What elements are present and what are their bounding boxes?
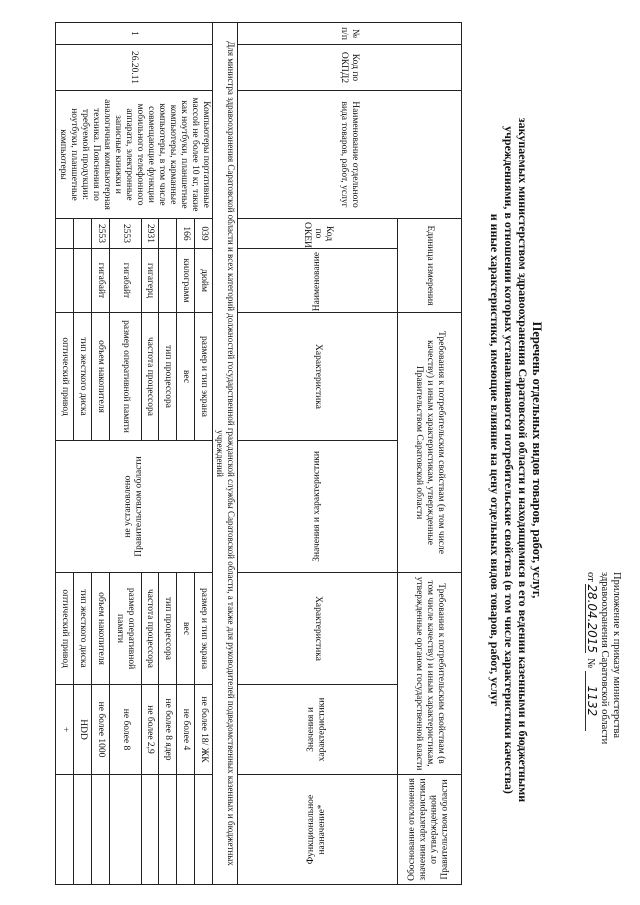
cell-okei: 2931 xyxy=(141,219,159,249)
cell-min-char: размер и тип экрана xyxy=(195,573,213,685)
appendix-date-line xyxy=(584,572,598,872)
number-value: 1132 xyxy=(585,671,598,731)
header-just-text: Обоснование отклонения значения характеристики от утвержденной Правительством области xyxy=(407,778,451,881)
header-num: № п/п xyxy=(238,23,462,45)
cell-func xyxy=(141,775,159,885)
cell-okei: 039 xyxy=(195,219,213,249)
cell-unit: дюйм xyxy=(195,249,213,313)
cell-min-value: не более 8 xyxy=(109,685,141,775)
cell-okei: 2553 xyxy=(109,219,141,249)
cell-okei xyxy=(159,219,177,249)
row-okpd: 26.20.11 xyxy=(56,45,213,91)
cell-min-value: + xyxy=(56,685,74,775)
cell-min-char: вес xyxy=(177,573,195,685)
cell-unit: гигабайт xyxy=(91,249,109,313)
header-gov-char: Характеристика xyxy=(238,313,398,441)
cell-min-char: тип жесткого диска xyxy=(73,573,91,685)
cell-gov-char: вес xyxy=(177,313,195,441)
number-prefix: № xyxy=(585,658,596,669)
cell-gov-char: размер и тип экрана xyxy=(195,313,213,441)
cell-unit: гигагерц xyxy=(141,249,159,313)
cell-func xyxy=(159,775,177,885)
requirements-table xyxy=(55,22,462,885)
cell-min-char: тип процессора xyxy=(159,573,177,685)
header-func xyxy=(238,775,398,885)
appendix-line-2: здравоохранения Саратовской области xyxy=(599,572,610,745)
header-min-char: Характеристика xyxy=(238,573,398,685)
gov-value-text: не установлено Правительством области xyxy=(123,456,144,557)
cell-okei: 2553 xyxy=(91,219,109,249)
cell-okei xyxy=(56,219,74,249)
cell-func xyxy=(109,775,141,885)
table-row xyxy=(195,23,213,885)
cell-min-char: оптический привод xyxy=(56,573,74,685)
heading-line-1: Перечень отдельных видов товаров, работ, услуг, xyxy=(530,321,544,599)
cell-min-value: не более 18/ ЖК xyxy=(195,685,213,775)
cell-min-char: объем накопителя xyxy=(91,573,109,685)
header-okei: Код по ОКЕИ xyxy=(238,219,398,249)
cell-min-value: не более 1000 xyxy=(91,685,109,775)
cell-func xyxy=(56,775,74,885)
cell-min-value: не более 4 xyxy=(177,685,195,775)
header-gov: Требования к потребительским свойствам (в том числе качеству) и иным характеристикам, утвержденные Правительством Саратовской области xyxy=(398,313,462,573)
document-heading xyxy=(488,70,544,850)
cell-func xyxy=(177,775,195,885)
cell-gov-char: тип жесткого диска xyxy=(73,313,91,441)
heading-line-2: закупаемых министерством здравоохранения Саратовской области и находящимися в его ведении казенными и бюджетными xyxy=(516,117,530,803)
cell-min-char: частота процессора xyxy=(141,573,159,685)
header-okpd: Код по ОКПД2 xyxy=(238,45,462,91)
cell-unit xyxy=(73,249,91,313)
section-note: Для министра здравоохранения Саратовской области и всех категорий должностей государственной гражданской службы Саратовской области, а также для руководителей подведомственных казенных и бюджетных учреждений xyxy=(213,23,238,885)
cell-gov-char: частота процессора xyxy=(141,313,159,441)
appendix-note xyxy=(584,572,622,872)
cell-unit xyxy=(56,249,74,313)
header-unit-name xyxy=(238,249,398,313)
cell-func xyxy=(73,775,91,885)
date-prefix: от xyxy=(585,572,596,582)
cell-unit: килограмм xyxy=(177,249,195,313)
cell-gov-char: размер оперативной памяти xyxy=(109,313,141,441)
cell-func xyxy=(195,775,213,885)
cell-gov-value xyxy=(56,441,213,573)
cell-min-value: не более 8 ядер xyxy=(159,685,177,775)
cell-min-value: не более 2,9 xyxy=(141,685,159,775)
cell-func xyxy=(91,775,109,885)
cell-min-value: HDD xyxy=(73,685,91,775)
cell-gov-char: оптический привод xyxy=(56,313,74,441)
cell-gov-char: тип процессора xyxy=(159,313,177,441)
cell-okei xyxy=(73,219,91,249)
header-unit: Единица измерения xyxy=(398,219,462,313)
header-row-1 xyxy=(398,23,462,885)
header-gov-val-text: Значения и характеристики xyxy=(312,451,322,562)
header-func-text: Функциональное назначение* xyxy=(306,794,328,865)
section-row xyxy=(213,23,238,885)
row-number: 1 xyxy=(56,23,213,45)
header-min: Требования к потребительским свойствам (в том числе качеству) и иным характеристикам, утвержденные органом государственной власти xyxy=(398,573,462,775)
header-just xyxy=(398,775,462,885)
header-gov-val xyxy=(238,441,398,573)
cell-gov-char: объем накопителя xyxy=(91,313,109,441)
cell-okei: 166 xyxy=(177,219,195,249)
row-product-name: Компьютеры портативные массой не более 10 кг, такие как ноутбуки, планшетные компьютеры, карманные компьютеры, в том числе совмещающие функции мобильного телефонного аппарата, электронные записные книжки и аналогичная компьютерная техника. Пояснения по требуемой продукции: ноутбуки, планшетные компьютеры xyxy=(56,91,213,219)
cell-unit xyxy=(159,249,177,313)
header-unit-name-text: Наименование xyxy=(312,252,322,312)
appendix-line-1: Приложение к приказу министерства xyxy=(611,572,622,738)
cell-unit: гигабайт xyxy=(109,249,141,313)
cell-min-char: размер оперативной памяти xyxy=(109,573,141,685)
heading-line-3: учреждениями, в отношении которых устанавливаются потребительские свойства (в том числе характеристики качества) xyxy=(502,126,516,794)
date-value: 28.04.2015 xyxy=(585,584,599,654)
header-min-val-text: Значения и характеристики xyxy=(306,697,328,762)
header-min-val xyxy=(238,685,398,775)
header-name: Наименование отдельного вида товаров, работ, услуг xyxy=(238,91,462,219)
heading-line-4: и иные характеристики, имеющие влияние на цену отдельных видов товаров, работ, услуг xyxy=(488,213,502,707)
